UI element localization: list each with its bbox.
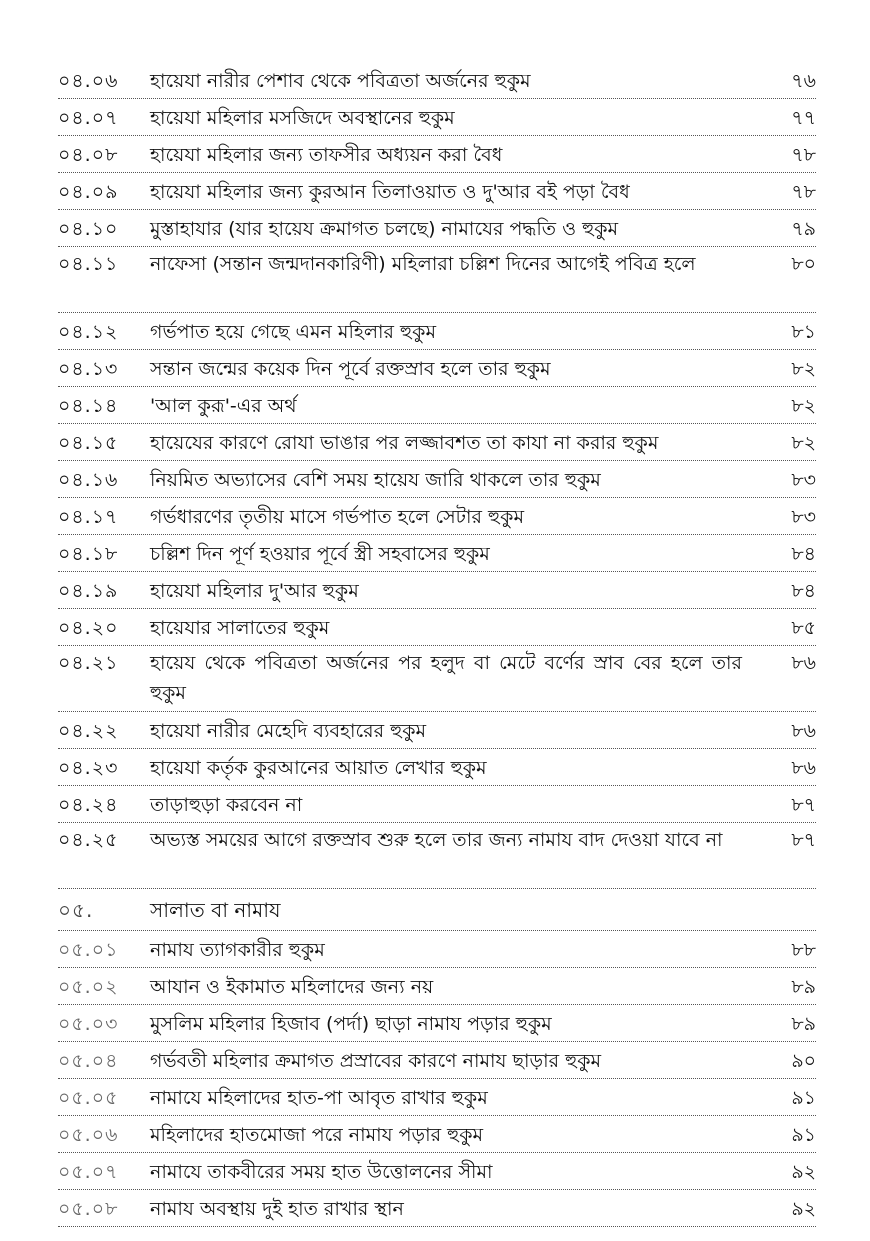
toc-entry [58,572,816,609]
entry-number: ০৪.১৯ [58,580,119,602]
toc-entry [58,350,816,387]
entry-title: হায়েযা মহিলার মসজিদে অবস্থানের হুকুম [150,107,455,129]
entry-page-number: ৯২ [791,1161,816,1183]
toc-entry [58,1116,816,1153]
entry-number: ০৪.১২ [58,321,119,343]
toc-entry [58,1190,816,1227]
entry-number: ০৪.১১ [58,253,119,275]
entry-number: ০৫.০৫ [58,1087,119,1109]
toc-entry [58,136,816,173]
entry-number: ০৫.০৮ [58,1198,119,1220]
entry-number: ০৪.২২ [58,720,119,742]
entry-page-number: ৮৯ [791,976,816,998]
entry-title: নামাযে তাকবীরের সময় হাত উত্তোলনের সীমা [150,1161,493,1183]
entry-title: অভ্যস্ত সময়ের আগে রক্তস্রাব শুরু হলে তার জন্য নামায বাদ দেওয়া যাবে না [150,829,723,851]
entry-title: মহিলাদের হাতমোজা পরে নামায পড়ার হুকুম [150,1124,484,1146]
entry-page-number: ৭৮ [791,181,816,203]
entry-title: হায়েযা মহিলার দু'আর হুকুম [150,580,359,602]
entry-title: হায়েযা নারীর মেহেদি ব্যবহারের হুকুম [150,720,427,742]
entry-page-number: ৮৯ [791,1013,816,1035]
entry-page-number: ৮৬ [791,720,816,742]
toc-entry [58,786,816,823]
toc-entry [58,646,816,712]
entry-page-number: ৭৭ [791,107,816,129]
entry-page-number: ৭৯ [791,218,816,240]
entry-number: ০৪.২৫ [58,829,119,851]
toc-entry [58,210,816,247]
entry-page-number: ৮২ [791,395,816,417]
entry-number: ০৪.২১ [58,652,119,674]
entry-title: নাফেসা (সন্তান জন্মদানকারিণী) মহিলারা চল্লিশ দিনের আগেই পবিত্র হলে [150,253,696,275]
entry-page-number: ৮৬ [791,652,816,674]
toc-entry [58,62,816,99]
entry-number: ০৪.১৩ [58,358,119,380]
entry-page-number: ৯১ [791,1124,816,1146]
entry-title: নিয়মিত অভ্যাসের বেশি সময় হায়েয জারি থাকলে তার হুকুম [150,469,601,491]
table-of-contents [58,62,816,1227]
toc-entry [58,313,816,350]
entry-title: গর্ভধারণের তৃতীয় মাসে গর্ভপাত হলে সেটার হুকুম [150,506,525,528]
section-number: ০৫. [58,898,94,922]
toc-entry [58,968,816,1005]
entry-title: নামাযে মহিলাদের হাত-পা আবৃত রাখার হুকুম [150,1087,488,1109]
entry-number: ০৪.০৬ [58,70,119,92]
entry-number: ০৪.২৪ [58,794,119,816]
entry-number: ০৫.০৬ [58,1124,119,1146]
entry-title: হায়েযের কারণে রোযা ভাঙার পর লজ্জাবশত তা কাযা না করার হুকুম [150,432,659,454]
entry-page-number: ৭৬ [791,70,816,92]
entry-page-number: ৮৪ [791,580,816,602]
entry-page-number: ৮৭ [791,794,816,816]
entry-title: 'আল কুরূ'-এর অর্থ [150,395,297,417]
entry-title: নামায অবস্থায় দুই হাত রাখার স্থান [150,1198,404,1220]
entry-number: ০৫.০২ [58,976,119,998]
toc-entry [58,609,816,646]
entry-title: সন্তান জন্মের কয়েক দিন পূর্বে রক্তস্রাব হলে তার হুকুম [150,358,551,380]
entry-number: ০৫.০৪ [58,1050,119,1072]
entry-number: ০৪.২৩ [58,757,119,779]
entry-page-number: ৮৮ [791,939,816,961]
toc-entry [58,498,816,535]
toc-entry [58,931,816,968]
entry-number: ০৪.১৭ [58,506,119,528]
toc-entry [58,99,816,136]
toc-entry [58,424,816,461]
entry-title: হায়েযার সালাতের হুকুম [150,617,330,639]
toc-entry [58,1153,816,1190]
entry-page-number: ৮০ [791,253,816,275]
toc-entry [58,1079,816,1116]
entry-number: ০৪.১৮ [58,543,119,565]
entry-page-number: ৮২ [791,432,816,454]
toc-entry [58,1042,816,1079]
entry-number: ০৪.২০ [58,617,119,639]
toc-entry [58,247,816,313]
section-title: সালাত বা নামায [150,898,281,922]
entry-title: হায়েয থেকে পবিত্রতা অর্জনের পর হলুদ বা মেটে বর্ণের স্রাব বের হলে তার হুকুম [150,652,742,704]
entry-page-number: ৯১ [791,1087,816,1109]
entry-page-number: ৮২ [791,358,816,380]
entry-title: হায়েযা মহিলার জন্য তাফসীর অধ্যয়ন করা বৈধ [150,144,503,166]
entry-list-chapter-5 [58,931,816,1227]
entry-number: ০৪.০৮ [58,144,119,166]
entry-title: নামায ত্যাগকারীর হুকুম [150,939,325,961]
entry-number: ০৪.০৯ [58,181,119,203]
section-heading [58,889,816,931]
toc-entry [58,749,816,786]
toc-entry [58,535,816,572]
entry-page-number: ৮৫ [791,617,816,639]
toc-entry [58,1005,816,1042]
entry-number: ০৪.০৭ [58,107,119,129]
entry-title: আযান ও ইকামাত মহিলাদের জন্য নয় [150,976,434,998]
entry-number: ০৪.১৫ [58,432,119,454]
entry-page-number: ৮৩ [791,506,816,528]
toc-entry [58,173,816,210]
toc-entry [58,461,816,498]
entry-page-number: ৮৭ [791,829,816,851]
entry-page-number: ৮৬ [791,757,816,779]
entry-title: হায়েযা নারীর পেশাব থেকে পবিত্রতা অর্জনের হুকুম [150,70,531,92]
entry-list-chapter-4 [58,62,816,889]
entry-title: মুসলিম মহিলার হিজাব (পর্দা) ছাড়া নামায পড়ার হুকুম [150,1013,552,1035]
entry-title: গর্ভবতী মহিলার ক্রমাগত প্রস্রাবের কারণে নামায ছাড়ার হুকুম [150,1050,602,1072]
entry-number: ০৫.০১ [58,939,119,961]
entry-title: হায়েযা মহিলার জন্য কুরআন তিলাওয়াত ও দু'আর বই পড়া বৈধ [150,181,630,203]
entry-number: ০৫.০৩ [58,1013,119,1035]
entry-title: মুস্তাহাযার (যার হায়েয ক্রমাগত চলছে) নামাযের পদ্ধতি ও হুকুম [150,218,619,240]
entry-number: ০৪.১৪ [58,395,119,417]
entry-page-number: ৮১ [791,321,816,343]
toc-entry [58,712,816,749]
toc-entry [58,387,816,424]
entry-title: তাড়াহুড়া করবেন না [150,794,303,816]
entry-title: চল্লিশ দিন পূর্ণ হওয়ার পূর্বে স্ত্রী সহবাসের হুকুম [150,543,490,565]
toc-entry [58,823,816,889]
entry-title: হায়েযা কর্তৃক কুরআনের আয়াত লেখার হুকুম [150,757,487,779]
entry-title: গর্ভপাত হয়ে গেছে এমন মহিলার হুকুম [150,321,436,343]
entry-page-number: ৯০ [791,1050,816,1072]
entry-number: ০৪.১০ [58,218,119,240]
entry-number: ০৫.০৭ [58,1161,119,1183]
entry-page-number: ৯২ [791,1198,816,1220]
entry-page-number: ৮৪ [791,543,816,565]
entry-number: ০৪.১৬ [58,469,119,491]
entry-page-number: ৭৮ [791,144,816,166]
entry-page-number: ৮৩ [791,469,816,491]
